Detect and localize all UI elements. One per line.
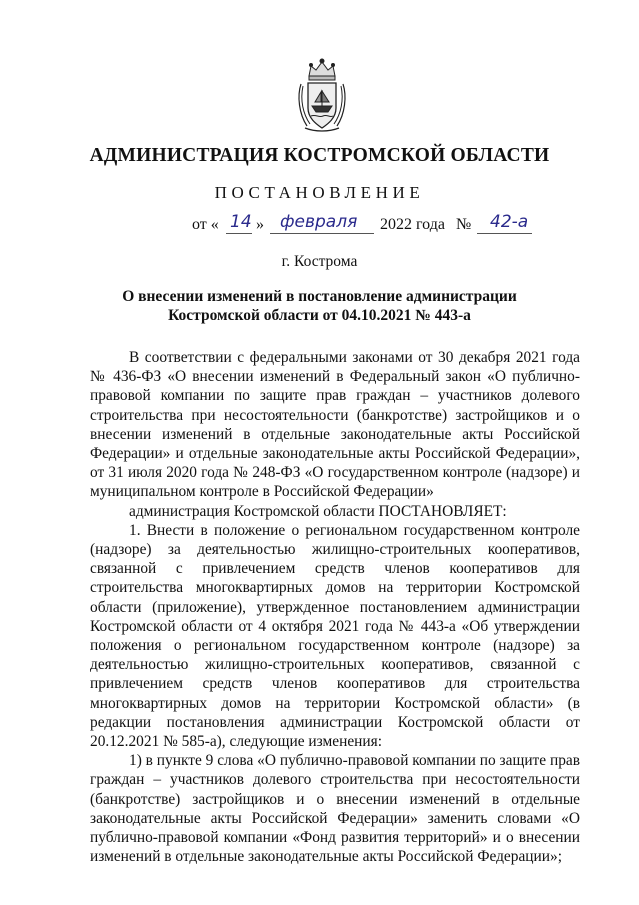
document-body <box>90 348 580 866</box>
document-title <box>0 287 639 325</box>
resolution-paragraph: администрация Костромской области ПОСТАНОВЛЯЕТ: <box>129 502 507 520</box>
document-type: ПОСТАНОВЛЕНИЕ <box>214 183 425 202</box>
title-line-2: Костромской области от 04.10.2021 № 443-а <box>168 307 471 324</box>
date-prefix: от « <box>192 216 219 233</box>
number-underline <box>477 233 532 234</box>
number-sign: № <box>456 216 472 233</box>
month-underline <box>270 233 374 234</box>
date-month-handwritten: февраля <box>280 212 358 232</box>
date-day-handwritten: 14 <box>230 212 252 232</box>
coat-of-arms-icon <box>297 56 347 134</box>
title-line-1: О внесении изменений в постановление администрации <box>122 288 517 305</box>
city: г. Кострома <box>281 253 358 270</box>
date-quote-close: » <box>256 216 264 233</box>
date-year: 2022 года <box>380 216 445 233</box>
subitem-1-paragraph: 1) в пункте 9 слова «О публично-правовой компании по защите прав граждан – участников долевого строительства при несостоятельности (банкротстве) застройщиков и о внесении изменений в отдельные законодательные акты Российской Федерации» заменить словами «О публично-правовой компании «Фонд развития территорий» и о внесении изменений в отдельные законодательные акты Российской Федерации»; <box>90 752 580 866</box>
organization-name: АДМИНИСТРАЦИЯ КОСТРОМСКОЙ ОБЛАСТИ <box>89 145 550 166</box>
item-1-paragraph: 1. Внести в положение о региональном государственном контроле (надзоре) за деятельностью жилищно-строительных кооперативов, связанной с привлечением средств членов кооперативов для строительства многоквартирных домов на территории Костромской области (приложение), утвержденное постановлением администрации Костромской области от 4 октября 2021 года № 443-а «Об утверждении положения о региональном государственном контроле (надзоре) за деятельностью жилищно-строительных кооперативов, связанной с привлечением средств членов кооперативов для строительства многоквартирных домов на территории Костромской области» (в редакции постановления администрации Костромской области от 20.12.2021 № 585-а), следующие изменения: <box>90 521 580 751</box>
day-underline <box>226 233 252 234</box>
document-number-handwritten: 42-а <box>490 212 529 232</box>
preamble-paragraph: В соответствии с федеральными законами от 30 декабря 2021 года № 436-ФЗ «О внесении изменений в Федеральный закон «О публично-правовой компании по защите прав граждан – участников долевого строительства при несостоятельности (банкротстве) застройщиков и о внесении изменений в отдельные законодательные акты Российской Федерации» и отдельные законодательные акты Российской Федерации», от 31 июля 2020 года № 248-ФЗ «О государственном контроле (надзоре) и муниципальном контроле в Российской Федерации» <box>90 349 580 501</box>
